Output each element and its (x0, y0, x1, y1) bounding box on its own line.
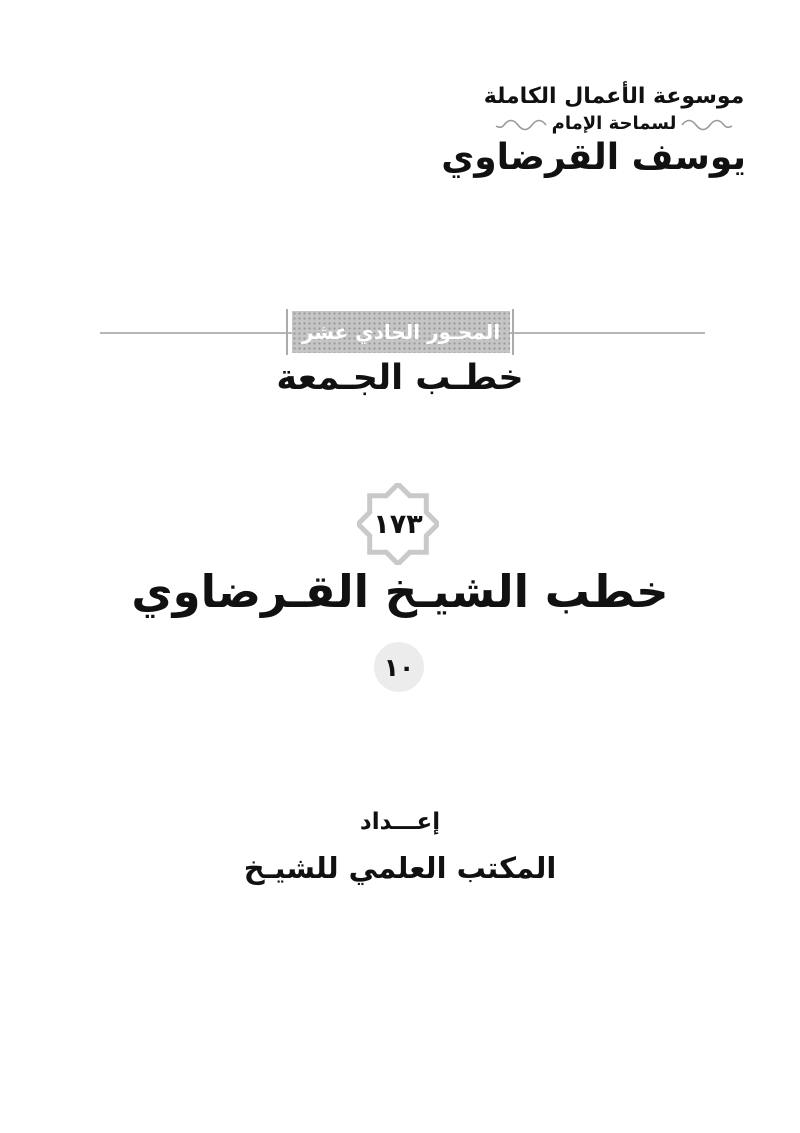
badge-right-tick (512, 309, 514, 355)
entry-number: ١٧٣ (373, 508, 423, 540)
prepared-by-name: المكتب العلمي للشيـخ (243, 851, 557, 885)
logo-series-name: موسوعة الأعمال الكاملة (483, 84, 745, 109)
logo-middle-row (482, 113, 746, 134)
publisher-logo (441, 84, 746, 178)
series-badge: المحـور الحادي عشر (292, 311, 510, 353)
flourish-ornament-right (681, 117, 733, 131)
logo-author-name: يوسف القرضاوي (441, 137, 746, 178)
flourish-ornament-left (495, 117, 547, 131)
section-title: خطـب الجـمعة (276, 358, 524, 398)
part-number: ١٠ (383, 652, 415, 682)
prepared-by-label: إعـــداد (359, 809, 441, 835)
part-number-circle (374, 642, 424, 692)
badge-left-tick (286, 309, 288, 355)
logo-honorific: لسماحة الإمام (551, 113, 677, 134)
book-title: خطب الشيـخ القـرضاوي (131, 565, 669, 618)
